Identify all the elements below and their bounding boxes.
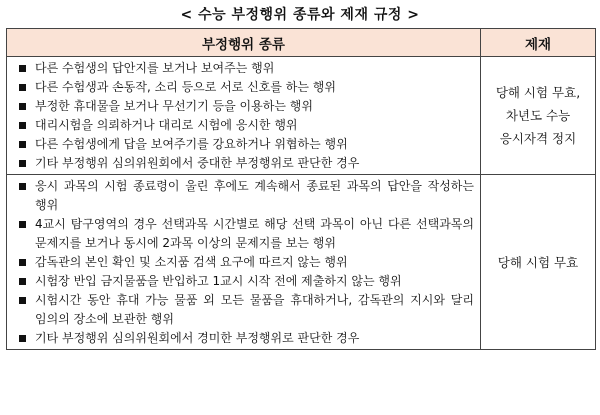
sanction-text: 당해 시험 무효, [495,85,581,100]
list-item: 4교시 탐구영역의 경우 선택과목 시간별로 해당 선택 과목이 아닌 다른 선택과목의 문제지를 보거나 동시에 2과목 이상의 문제지를 보는 행위 [17,215,474,253]
list-item: 다른 수험생에게 답을 보여주기를 강요하거나 위협하는 행위 [17,135,474,154]
list-item: 다른 수험생과 손동작, 소리 등으로 서로 신호를 하는 행위 [17,78,474,97]
list-item: 기타 부정행위 심의위원회에서 경미한 부정행위로 판단한 경우 [17,329,474,348]
list-item: 다른 수험생의 답안지를 보거나 보여주는 행위 [17,59,474,78]
sanction-text: 차년도 수능 [505,108,571,123]
sanction-cell [481,57,596,175]
list-item: 응시 과목의 시험 종료령이 울린 후에도 계속해서 종료된 과목의 답안을 작성하는 행위 [17,177,474,215]
violation-list [17,59,474,173]
list-item: 시험장 반입 금지물품을 반입하고 1교시 시작 전에 제출하지 않는 행위 [17,272,474,291]
sanction-text: 응시자격 정지 [499,131,577,146]
header-violation-type: 부정행위 종류 [7,29,481,57]
table-row [7,175,596,350]
list-item: 대리시험을 의뢰하거나 대리로 시험에 응시한 행위 [17,116,474,135]
sanction-cell [481,175,596,350]
list-item: 시험시간 동안 휴대 가능 물품 외 모든 물품을 휴대하거나, 감독관의 지시와 달리 임의의 장소에 보관한 행위 [17,291,474,329]
table-row [7,57,596,175]
list-item: 감독관의 본인 확인 및 소지품 검색 요구에 따르지 않는 행위 [17,253,474,272]
violation-list-cell [7,57,481,175]
page-title: < 수능 부정행위 종류와 제재 규정 > [180,7,420,23]
list-item: 부정한 휴대물을 보거나 무선기기 등을 이용하는 행위 [17,97,474,116]
list-item: 기타 부정행위 심의위원회에서 중대한 부정행위로 판단한 경우 [17,154,474,173]
header-sanction: 제재 [481,29,596,57]
table-header-row [7,29,596,57]
sanction-text: 당해 시험 무효 [497,254,579,270]
violation-list-cell [7,175,481,350]
sanction-table [6,28,596,350]
violation-list [17,177,474,348]
